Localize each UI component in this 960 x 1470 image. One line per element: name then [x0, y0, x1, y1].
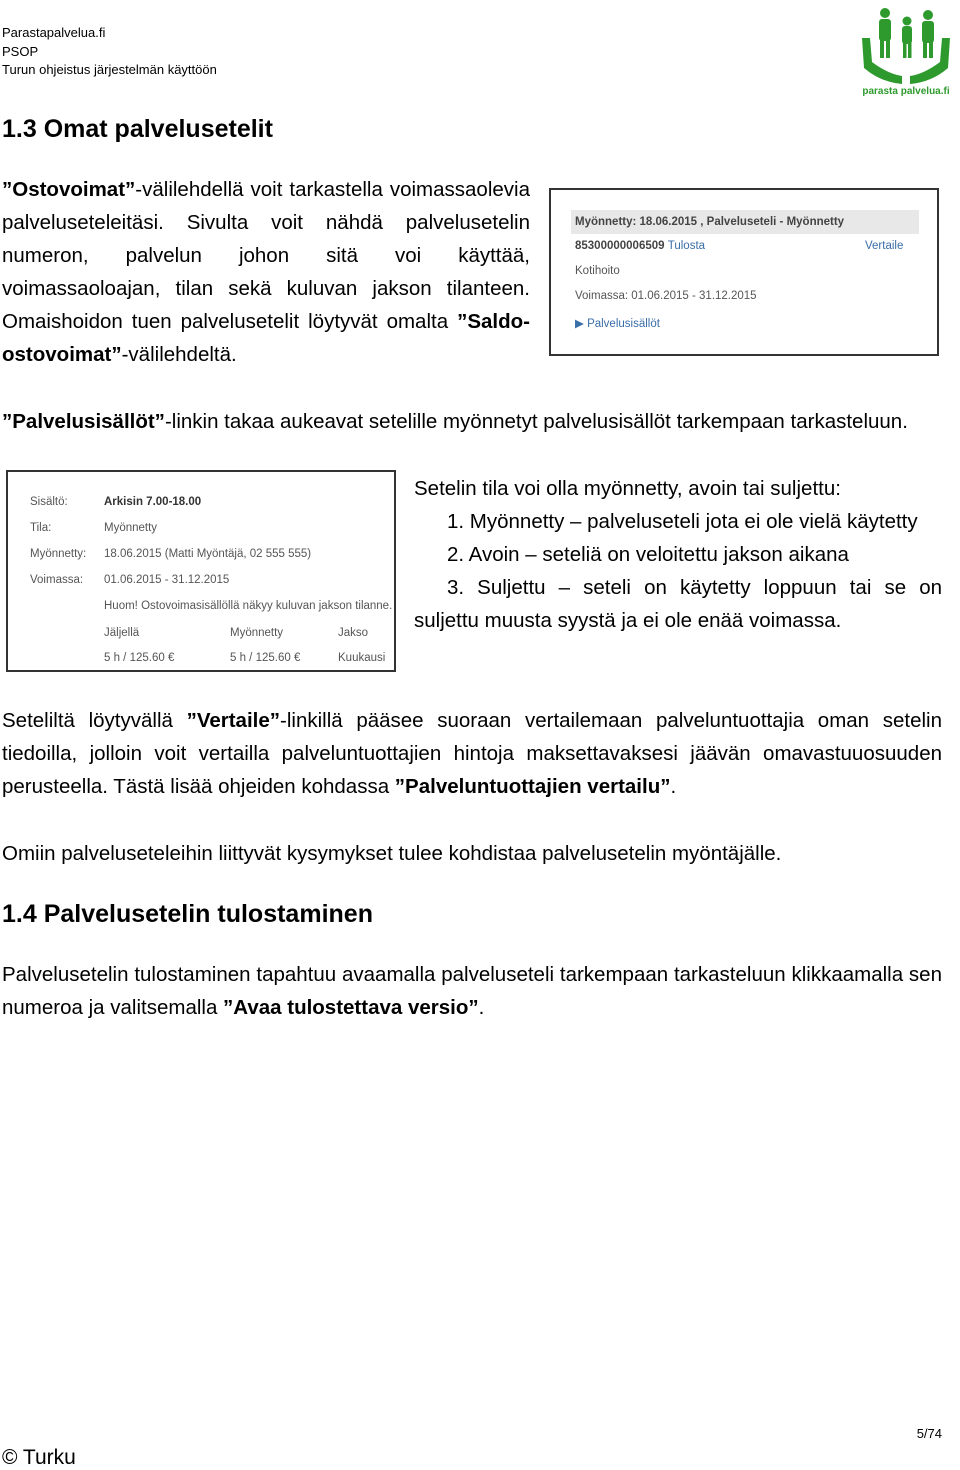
para-text: Seteliltä löytyvällä — [2, 709, 187, 732]
parasta-palvelua-logo — [858, 4, 954, 100]
row-label: Sisältö: — [30, 496, 68, 508]
section-1-3-title: 1.3 Omat palvelusetelit — [2, 115, 273, 143]
status-item: 3. Suljettu – seteli on käytetty loppuun tai se on suljettu muusta syystä ja ei ole enää voimassa. — [414, 576, 942, 632]
voucher-status-bar: Myönnetty: 18.06.2015 , Palveluseteli - Myönnetty — [571, 210, 919, 234]
document-header — [2, 24, 217, 80]
voucher-number — [575, 240, 705, 252]
col-header: Myönnetty — [230, 627, 284, 639]
triangle-right-icon: ▶ — [575, 318, 584, 330]
contact-paragraph: Omiin palveluseteleihin liittyvät kysymykset tulee kohdistaa palvelusetelin myöntäjälle. — [2, 842, 782, 865]
logo-text: parasta palvelua.fi — [862, 86, 950, 97]
para-text: -linkillä pääsee suoraan vertailemaan palveluntuottajia oman setelin tiedoilla, jolloin voit vertailla palveluntuottajien hintoja maksettavaksesi jäävän omavastuuosuuden perusteella. Tästä lisää ohjeiden kohdassa — [2, 709, 942, 798]
vertaile-paragraph — [2, 704, 942, 803]
vertaile-term: ”Vertaile” — [186, 709, 281, 732]
voucher-card-screenshot — [549, 188, 939, 356]
row-label: Voimassa: — [30, 574, 84, 586]
service-contents-link[interactable] — [575, 316, 660, 330]
voucher-number-value: 85300000006509 — [575, 240, 665, 252]
para-text: . — [478, 996, 485, 1019]
service-contents-screenshot — [6, 470, 396, 672]
col-value: 5 h / 125.60 € — [104, 652, 175, 664]
status-list — [414, 472, 942, 637]
status-intro: Setelin tila voi olla myönnetty, avoin tai suljettu: — [414, 477, 841, 500]
header-site: Parastapalvelua.fi — [2, 25, 106, 40]
row-value: 18.06.2015 (Matti Myöntäjä, 02 555 555) — [104, 548, 312, 560]
service-contents-label: Palvelusisällöt — [587, 318, 660, 330]
avaa-tulostettava-term: ”Avaa tulostettava versio” — [223, 996, 479, 1019]
row-label: Tila: — [30, 522, 52, 534]
status-item: 1. Myönnetty – palveluseteli jota ei ole vielä käytetty — [447, 510, 918, 533]
col-value: 5 h / 125.60 € — [230, 652, 301, 664]
page-number: 5/74 — [916, 1426, 942, 1441]
palvelusisallot-term: ”Palvelusisällöt” — [2, 410, 165, 433]
col-value: Kuukausi — [338, 652, 386, 664]
saldo-ostovoimat-term: ”Saldo-ostovoimat” — [2, 310, 530, 366]
header-project: PSOP — [2, 43, 39, 59]
row-value: Myönnetty — [104, 522, 158, 534]
para-text: -linkin takaa aukeavat setelille myönnetyt palvelusisällöt tarkempaan tarkasteluun. — [164, 410, 908, 433]
palvelusisallot-paragraph — [2, 405, 942, 438]
print-link[interactable]: Tulosta — [667, 240, 706, 252]
para-text: Palvelusetelin tulostaminen tapahtuu avaamalla palveluseteli tarkempaan tarkasteluun klikkaamalla sen numeroa ja valitsemalla — [2, 963, 942, 1019]
vertailu-term: ”Palveluntuottajien vertailu” — [394, 775, 671, 798]
col-header: Jäljellä — [104, 627, 140, 639]
status-item: 2. Avoin – seteliä on veloitettu jakson aikana — [447, 543, 849, 566]
voucher-validity: Voimassa: 01.06.2015 - 31.12.2015 — [575, 290, 757, 302]
people-hands-icon — [858, 4, 954, 86]
para-text: -välilehdellä voit tarkastella voimassaolevia palveluseteleitäsi. Sivulta voit nähdä palvelusetelin numeron, palvelun johon sitä voi käyttää, voimassaoloajan, tilan sekä kuluvan jakson tilanteen. Omaishoidon tuen palvelusetelit löytyvät omalta — [2, 178, 530, 333]
para-text: . — [670, 775, 677, 798]
printing-paragraph — [2, 958, 942, 1024]
col-header: Jakso — [338, 627, 369, 639]
section-1-4-title: 1.4 Palvelusetelin tulostaminen — [2, 900, 373, 928]
para-text: -välilehdeltä. — [121, 343, 237, 366]
row-value: 01.06.2015 - 31.12.2015 — [104, 574, 230, 586]
voucher-service: Kotihoito — [575, 265, 620, 277]
ostovoimat-paragraph — [2, 173, 530, 371]
compare-link[interactable]: Vertaile — [865, 240, 904, 252]
row-value: Arkisin 7.00-18.00 — [104, 496, 202, 508]
notice-text: Huom! Ostovoimasisällöllä näkyy kuluvan jakson tilanne. — [104, 600, 393, 612]
footer-copyright: © Turku — [2, 1446, 76, 1469]
ostovoimat-term: ”Ostovoimat” — [2, 178, 136, 201]
header-subtitle: Turun ohjeistus järjestelmän käyttöön — [2, 62, 217, 77]
row-label: Myönnetty: — [30, 548, 87, 560]
